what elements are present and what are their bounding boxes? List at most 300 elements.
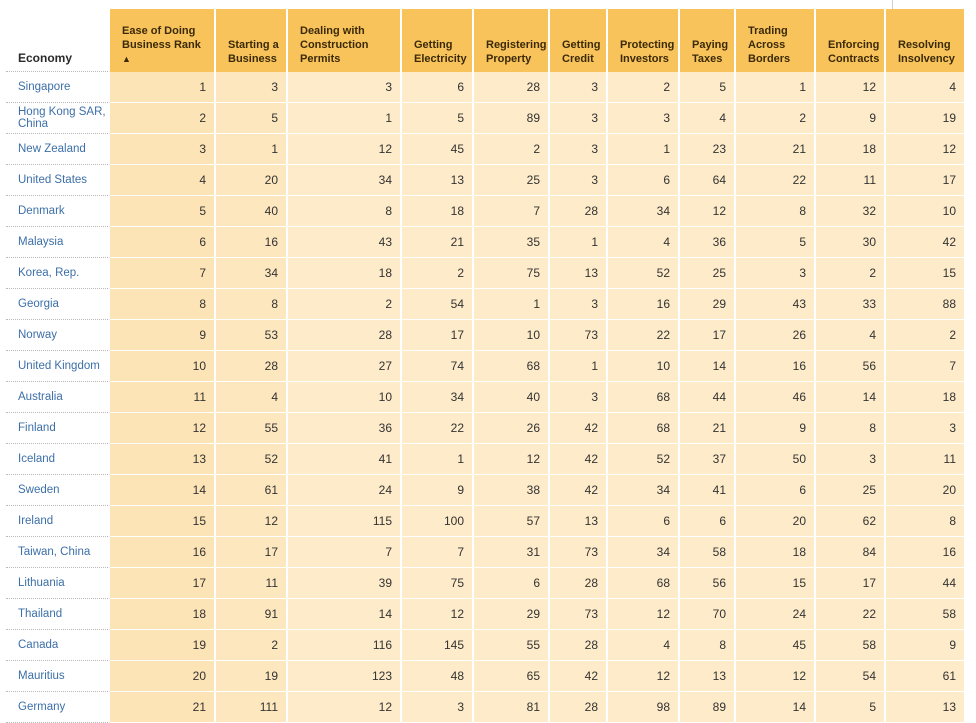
- cell-property: 81: [474, 692, 550, 723]
- cell-contracts: 84: [816, 537, 886, 568]
- cell-contracts: 56: [816, 351, 886, 382]
- cell-trading: 15: [736, 568, 816, 599]
- cell-starting: 20: [216, 165, 288, 196]
- cell-insolvency: 2: [886, 320, 966, 351]
- cell-taxes: 21: [680, 413, 736, 444]
- cell-property: 28: [474, 72, 550, 103]
- cell-construction: 123: [288, 661, 402, 692]
- cell-credit: 3: [550, 289, 608, 320]
- cell-construction: 12: [288, 692, 402, 723]
- cell-trading: 9: [736, 413, 816, 444]
- economy-link[interactable]: Georgia: [6, 289, 110, 320]
- cell-contracts: 8: [816, 413, 886, 444]
- col-header-starting-label: Starting a Business: [228, 39, 279, 65]
- cell-rank: 3: [110, 134, 216, 165]
- table-row: [6, 568, 966, 599]
- cell-starting: 34: [216, 258, 288, 289]
- cell-rank: 19: [110, 630, 216, 661]
- cell-trading: 50: [736, 444, 816, 475]
- col-header-credit-label: Getting Credit: [562, 39, 601, 65]
- cell-taxes: 70: [680, 599, 736, 630]
- cell-investors: 52: [608, 258, 680, 289]
- economy-link[interactable]: United Kingdom: [6, 351, 110, 382]
- cell-rank: 8: [110, 289, 216, 320]
- economy-link[interactable]: Malaysia: [6, 227, 110, 258]
- cell-property: 7: [474, 196, 550, 227]
- table-row: [6, 320, 966, 351]
- cell-trading: 24: [736, 599, 816, 630]
- table-row: [6, 103, 966, 134]
- table-row: [6, 630, 966, 661]
- cell-credit: 73: [550, 537, 608, 568]
- cell-electricity: 100: [402, 506, 474, 537]
- economy-link[interactable]: Thailand: [6, 599, 110, 630]
- cell-property: 2: [474, 134, 550, 165]
- cell-contracts: 17: [816, 568, 886, 599]
- cell-contracts: 11: [816, 165, 886, 196]
- cell-construction: 1: [288, 103, 402, 134]
- cell-contracts: 58: [816, 630, 886, 661]
- col-header-construction-label: Dealing with Construction Permits: [300, 25, 369, 65]
- economy-link[interactable]: Singapore: [6, 72, 110, 103]
- cell-insolvency: 44: [886, 568, 966, 599]
- rankings-table-body: [6, 72, 966, 723]
- economy-link[interactable]: Canada: [6, 630, 110, 661]
- cell-credit: 3: [550, 165, 608, 196]
- cell-investors: 52: [608, 444, 680, 475]
- cell-contracts: 30: [816, 227, 886, 258]
- economy-link[interactable]: Australia: [6, 382, 110, 413]
- cell-insolvency: 8: [886, 506, 966, 537]
- table-row: [6, 258, 966, 289]
- cell-construction: 116: [288, 630, 402, 661]
- cell-property: 75: [474, 258, 550, 289]
- cell-investors: 34: [608, 475, 680, 506]
- economy-link[interactable]: Mauritius: [6, 661, 110, 692]
- economy-link[interactable]: United States: [6, 165, 110, 196]
- cell-rank: 9: [110, 320, 216, 351]
- economy-link[interactable]: Germany: [6, 692, 110, 723]
- cell-rank: 13: [110, 444, 216, 475]
- cell-construction: 34: [288, 165, 402, 196]
- cell-contracts: 33: [816, 289, 886, 320]
- cell-taxes: 13: [680, 661, 736, 692]
- cell-insolvency: 20: [886, 475, 966, 506]
- cell-trading: 3: [736, 258, 816, 289]
- cell-construction: 27: [288, 351, 402, 382]
- cell-trading: 22: [736, 165, 816, 196]
- cell-taxes: 6: [680, 506, 736, 537]
- cell-insolvency: 16: [886, 537, 966, 568]
- cell-insolvency: 3: [886, 413, 966, 444]
- cell-credit: 42: [550, 444, 608, 475]
- cell-taxes: 36: [680, 227, 736, 258]
- cell-property: 29: [474, 599, 550, 630]
- cell-property: 65: [474, 661, 550, 692]
- cell-starting: 111: [216, 692, 288, 723]
- cell-contracts: 25: [816, 475, 886, 506]
- cell-insolvency: 58: [886, 599, 966, 630]
- cell-contracts: 14: [816, 382, 886, 413]
- cell-rank: 15: [110, 506, 216, 537]
- cell-property: 25: [474, 165, 550, 196]
- cell-taxes: 23: [680, 134, 736, 165]
- cell-investors: 98: [608, 692, 680, 723]
- cell-property: 1: [474, 289, 550, 320]
- cell-construction: 18: [288, 258, 402, 289]
- cell-investors: 6: [608, 506, 680, 537]
- cell-construction: 2: [288, 289, 402, 320]
- cell-taxes: 4: [680, 103, 736, 134]
- table-row: [6, 382, 966, 413]
- cell-starting: 28: [216, 351, 288, 382]
- cell-contracts: 22: [816, 599, 886, 630]
- cell-rank: 4: [110, 165, 216, 196]
- cell-trading: 14: [736, 692, 816, 723]
- cell-taxes: 56: [680, 568, 736, 599]
- cell-electricity: 9: [402, 475, 474, 506]
- cell-starting: 12: [216, 506, 288, 537]
- cell-construction: 36: [288, 413, 402, 444]
- cell-investors: 68: [608, 568, 680, 599]
- cell-insolvency: 17: [886, 165, 966, 196]
- cell-taxes: 14: [680, 351, 736, 382]
- cell-construction: 8: [288, 196, 402, 227]
- col-header-property-label: Registering Property: [486, 39, 547, 65]
- economy-link[interactable]: Korea, Rep.: [6, 258, 110, 289]
- cell-electricity: 21: [402, 227, 474, 258]
- cell-property: 10: [474, 320, 550, 351]
- cell-insolvency: 10: [886, 196, 966, 227]
- cell-starting: 5: [216, 103, 288, 134]
- col-header-trading[interactable]: [736, 9, 816, 72]
- economy-link[interactable]: Denmark: [6, 196, 110, 227]
- cell-starting: 61: [216, 475, 288, 506]
- cell-investors: 12: [608, 661, 680, 692]
- cell-credit: 1: [550, 351, 608, 382]
- cell-electricity: 12: [402, 599, 474, 630]
- col-header-credit[interactable]: [550, 9, 608, 72]
- cell-starting: 1: [216, 134, 288, 165]
- cell-insolvency: 7: [886, 351, 966, 382]
- cell-contracts: 54: [816, 661, 886, 692]
- cell-insolvency: 18: [886, 382, 966, 413]
- cell-property: 38: [474, 475, 550, 506]
- cell-construction: 28: [288, 320, 402, 351]
- table-row: [6, 227, 966, 258]
- cell-trading: 5: [736, 227, 816, 258]
- cell-trading: 43: [736, 289, 816, 320]
- cell-taxes: 5: [680, 72, 736, 103]
- table-row: [6, 692, 966, 723]
- cell-construction: 3: [288, 72, 402, 103]
- cell-rank: 14: [110, 475, 216, 506]
- cell-trading: 16: [736, 351, 816, 382]
- cell-trading: 21: [736, 134, 816, 165]
- table-row: [6, 661, 966, 692]
- cell-credit: 3: [550, 134, 608, 165]
- cell-credit: 73: [550, 599, 608, 630]
- cell-starting: 40: [216, 196, 288, 227]
- cell-contracts: 3: [816, 444, 886, 475]
- cell-construction: 41: [288, 444, 402, 475]
- cell-electricity: 75: [402, 568, 474, 599]
- cell-contracts: 2: [816, 258, 886, 289]
- table-row: [6, 289, 966, 320]
- economy-link[interactable]: Taiwan, China: [6, 537, 110, 568]
- cell-electricity: 34: [402, 382, 474, 413]
- cell-electricity: 54: [402, 289, 474, 320]
- col-header-insolvency-label: Resolving Insolvency: [898, 39, 955, 65]
- divider: [892, 0, 893, 9]
- col-header-taxes[interactable]: [680, 9, 736, 72]
- cell-electricity: 48: [402, 661, 474, 692]
- economy-link[interactable]: Sweden: [6, 475, 110, 506]
- cell-taxes: 8: [680, 630, 736, 661]
- cell-investors: 6: [608, 165, 680, 196]
- cell-insolvency: 42: [886, 227, 966, 258]
- cell-investors: 16: [608, 289, 680, 320]
- cell-rank: 7: [110, 258, 216, 289]
- cell-credit: 3: [550, 382, 608, 413]
- cell-starting: 2: [216, 630, 288, 661]
- cell-credit: 3: [550, 72, 608, 103]
- col-header-contracts-label: Enforcing Contracts: [828, 39, 880, 65]
- cell-trading: 18: [736, 537, 816, 568]
- cell-property: 68: [474, 351, 550, 382]
- cell-electricity: 45: [402, 134, 474, 165]
- cell-insolvency: 11: [886, 444, 966, 475]
- cell-property: 55: [474, 630, 550, 661]
- col-header-economy[interactable]: [6, 9, 110, 72]
- cell-contracts: 18: [816, 134, 886, 165]
- cell-rank: 12: [110, 413, 216, 444]
- cell-credit: 28: [550, 196, 608, 227]
- col-header-trading-label: Trading Across Borders: [748, 25, 791, 65]
- cell-contracts: 62: [816, 506, 886, 537]
- cell-credit: 42: [550, 661, 608, 692]
- cell-construction: 10: [288, 382, 402, 413]
- cell-rank: 1: [110, 72, 216, 103]
- cell-electricity: 5: [402, 103, 474, 134]
- economy-link[interactable]: Finland: [6, 413, 110, 444]
- cell-electricity: 3: [402, 692, 474, 723]
- cell-investors: 2: [608, 72, 680, 103]
- table-row: [6, 537, 966, 568]
- cell-construction: 7: [288, 537, 402, 568]
- rankings-table: [6, 9, 966, 723]
- cell-electricity: 22: [402, 413, 474, 444]
- cell-property: 35: [474, 227, 550, 258]
- cell-starting: 11: [216, 568, 288, 599]
- cell-rank: 16: [110, 537, 216, 568]
- cell-property: 6: [474, 568, 550, 599]
- cell-contracts: 4: [816, 320, 886, 351]
- cell-taxes: 37: [680, 444, 736, 475]
- cell-credit: 3: [550, 103, 608, 134]
- cell-construction: 14: [288, 599, 402, 630]
- cell-taxes: 25: [680, 258, 736, 289]
- col-header-economy-label: Economy: [18, 51, 73, 65]
- cell-contracts: 5: [816, 692, 886, 723]
- cell-contracts: 12: [816, 72, 886, 103]
- cell-starting: 91: [216, 599, 288, 630]
- cell-construction: 115: [288, 506, 402, 537]
- table-row: [6, 475, 966, 506]
- economy-link[interactable]: Hong Kong SAR, China: [6, 103, 110, 134]
- cell-insolvency: 88: [886, 289, 966, 320]
- cell-contracts: 9: [816, 103, 886, 134]
- cell-construction: 43: [288, 227, 402, 258]
- col-header-insolvency[interactable]: [886, 9, 966, 72]
- col-header-rank[interactable]: [110, 9, 216, 72]
- cell-property: 57: [474, 506, 550, 537]
- cell-rank: 6: [110, 227, 216, 258]
- cell-starting: 53: [216, 320, 288, 351]
- cell-contracts: 32: [816, 196, 886, 227]
- cell-starting: 8: [216, 289, 288, 320]
- cell-investors: 22: [608, 320, 680, 351]
- table-row: [6, 599, 966, 630]
- cell-investors: 10: [608, 351, 680, 382]
- cell-credit: 42: [550, 413, 608, 444]
- cell-rank: 2: [110, 103, 216, 134]
- cell-electricity: 17: [402, 320, 474, 351]
- cell-investors: 4: [608, 227, 680, 258]
- cell-credit: 73: [550, 320, 608, 351]
- table-row: [6, 351, 966, 382]
- cell-property: 40: [474, 382, 550, 413]
- col-header-property[interactable]: [474, 9, 550, 72]
- cell-taxes: 41: [680, 475, 736, 506]
- sort-ascending-icon: ▲: [122, 54, 131, 64]
- cell-insolvency: 19: [886, 103, 966, 134]
- cell-credit: 28: [550, 568, 608, 599]
- col-header-starting[interactable]: [216, 9, 288, 72]
- cell-investors: 3: [608, 103, 680, 134]
- cell-property: 12: [474, 444, 550, 475]
- cell-electricity: 13: [402, 165, 474, 196]
- cell-investors: 34: [608, 196, 680, 227]
- economy-link[interactable]: Norway: [6, 320, 110, 351]
- cell-insolvency: 12: [886, 134, 966, 165]
- cell-credit: 1: [550, 227, 608, 258]
- cell-construction: 24: [288, 475, 402, 506]
- table-row: [6, 444, 966, 475]
- header-row: [6, 9, 966, 72]
- cell-electricity: 145: [402, 630, 474, 661]
- economy-link[interactable]: Lithuania: [6, 568, 110, 599]
- cell-insolvency: 13: [886, 692, 966, 723]
- cell-credit: 28: [550, 630, 608, 661]
- cell-starting: 17: [216, 537, 288, 568]
- cell-insolvency: 9: [886, 630, 966, 661]
- cell-rank: 5: [110, 196, 216, 227]
- cell-construction: 39: [288, 568, 402, 599]
- col-header-investors[interactable]: [608, 9, 680, 72]
- cell-electricity: 7: [402, 537, 474, 568]
- cell-taxes: 29: [680, 289, 736, 320]
- cell-trading: 6: [736, 475, 816, 506]
- col-header-construction[interactable]: [288, 9, 402, 72]
- cell-trading: 46: [736, 382, 816, 413]
- cell-electricity: 6: [402, 72, 474, 103]
- cell-trading: 2: [736, 103, 816, 134]
- cell-property: 89: [474, 103, 550, 134]
- cell-insolvency: 61: [886, 661, 966, 692]
- cell-construction: 12: [288, 134, 402, 165]
- cell-taxes: 89: [680, 692, 736, 723]
- cell-investors: 68: [608, 382, 680, 413]
- cell-taxes: 58: [680, 537, 736, 568]
- cell-rank: 20: [110, 661, 216, 692]
- cell-credit: 42: [550, 475, 608, 506]
- cell-rank: 18: [110, 599, 216, 630]
- cell-property: 26: [474, 413, 550, 444]
- cell-investors: 1: [608, 134, 680, 165]
- cell-taxes: 12: [680, 196, 736, 227]
- cell-taxes: 44: [680, 382, 736, 413]
- cell-electricity: 1: [402, 444, 474, 475]
- cell-taxes: 17: [680, 320, 736, 351]
- cell-trading: 45: [736, 630, 816, 661]
- cell-starting: 4: [216, 382, 288, 413]
- cell-electricity: 74: [402, 351, 474, 382]
- col-header-rank-label: Ease of Doing Business Rank: [122, 25, 201, 51]
- cell-investors: 4: [608, 630, 680, 661]
- col-header-taxes-label: Paying Taxes: [692, 39, 729, 65]
- cell-trading: 1: [736, 72, 816, 103]
- cell-credit: 28: [550, 692, 608, 723]
- cell-starting: 3: [216, 72, 288, 103]
- cell-rank: 11: [110, 382, 216, 413]
- table-row: [6, 506, 966, 537]
- economy-link[interactable]: New Zealand: [6, 134, 110, 165]
- table-row: [6, 196, 966, 227]
- cell-rank: 17: [110, 568, 216, 599]
- cell-credit: 13: [550, 506, 608, 537]
- cell-rank: 21: [110, 692, 216, 723]
- col-header-electricity[interactable]: [402, 9, 474, 72]
- cell-insolvency: 4: [886, 72, 966, 103]
- cell-electricity: 18: [402, 196, 474, 227]
- economy-link[interactable]: Iceland: [6, 444, 110, 475]
- col-header-contracts[interactable]: [816, 9, 886, 72]
- table-row: [6, 165, 966, 196]
- cell-taxes: 64: [680, 165, 736, 196]
- cell-trading: 20: [736, 506, 816, 537]
- col-header-investors-label: Protecting Investors: [620, 39, 675, 65]
- cell-starting: 19: [216, 661, 288, 692]
- cell-trading: 12: [736, 661, 816, 692]
- cell-investors: 68: [608, 413, 680, 444]
- table-row: [6, 72, 966, 103]
- table-row: [6, 413, 966, 444]
- cell-property: 31: [474, 537, 550, 568]
- cell-starting: 16: [216, 227, 288, 258]
- cell-insolvency: 15: [886, 258, 966, 289]
- cell-investors: 34: [608, 537, 680, 568]
- cell-electricity: 2: [402, 258, 474, 289]
- cell-rank: 10: [110, 351, 216, 382]
- cell-investors: 12: [608, 599, 680, 630]
- cell-credit: 13: [550, 258, 608, 289]
- cell-starting: 55: [216, 413, 288, 444]
- cell-trading: 26: [736, 320, 816, 351]
- cell-trading: 8: [736, 196, 816, 227]
- economy-link[interactable]: Ireland: [6, 506, 110, 537]
- table-row: [6, 134, 966, 165]
